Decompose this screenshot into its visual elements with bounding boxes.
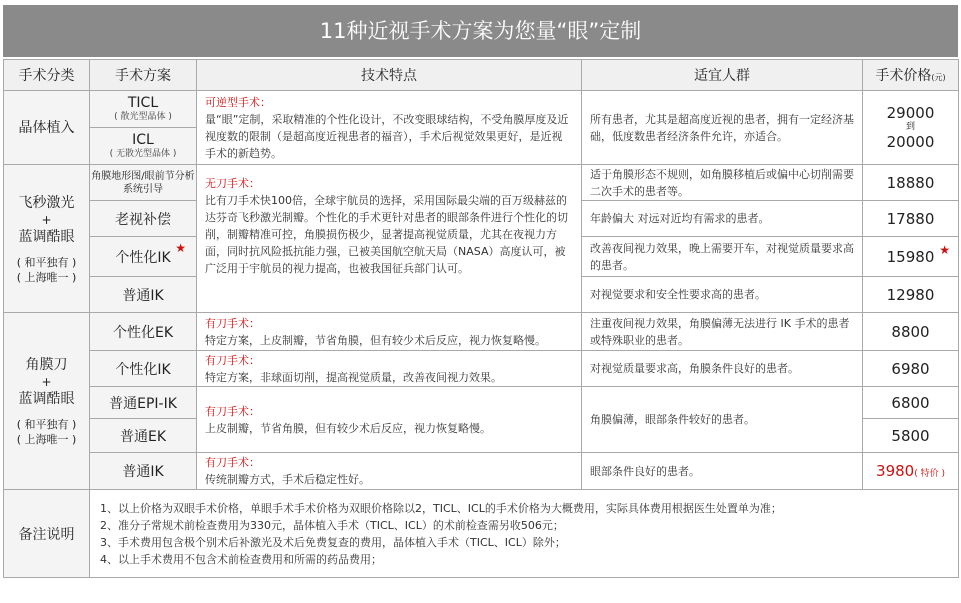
note-item: 2、准分子常规术前检查费用为330元，晶体植入手术（TICL、ICL）的术前检查需另收506元；	[100, 518, 564, 532]
red-star-icon: ★	[175, 241, 186, 255]
category-note1: ( 和平独有 )	[16, 418, 77, 431]
table-row	[4, 453, 959, 490]
header-category: 手术分类	[4, 60, 90, 91]
plan-epi-ik: 普通EPI-IK	[90, 387, 197, 419]
tech-cell	[197, 91, 582, 165]
tech-title: 有刀手术：	[205, 316, 260, 330]
category-microkeratome	[4, 313, 90, 490]
tech-title: 有刀手术：	[205, 404, 260, 418]
header-plan: 手术方案	[90, 60, 197, 91]
price-to: 20000	[886, 133, 935, 151]
header-price-label: 手术价格	[875, 68, 932, 84]
category-line2: 蓝调酷眼	[18, 228, 75, 245]
plan-sub: ( 无散光型晶体 )	[109, 148, 177, 159]
plan-icl	[90, 128, 197, 165]
tech-title: 有刀手术：	[205, 456, 260, 469]
note-item: 1、以上价格为双眼手术价格，单眼手术手术价格为双眼价格除以2，TICL、ICL的手术价格为大概费用，实际具体费用根据医生处置单为准；	[100, 501, 782, 515]
category-line1: 角膜刀	[25, 357, 68, 373]
tech-body: 特定方案，上皮制瓣，节省角膜，但有较少术后反应，视力恢复略慢。	[205, 333, 546, 347]
price-from: 29000	[886, 104, 935, 122]
table-row	[4, 351, 959, 387]
price-cell	[863, 91, 959, 165]
fit-cell: 改善夜间视力效果，晚上需要开车，对视觉质量要求高的患者。	[582, 237, 863, 277]
price-special: 3980	[876, 462, 915, 480]
fit-cell: 对视觉质量要求高，角膜条件良好的患者。	[582, 351, 863, 387]
table-row	[4, 313, 959, 351]
price-value: 15980	[886, 247, 935, 266]
page-title: 11种近视手术方案为您量“眼”定制	[3, 5, 958, 57]
fit-cell: 对视觉要求和安全性要求高的患者。	[582, 277, 863, 313]
tech-cell	[197, 387, 582, 453]
plan-custom-ik	[90, 237, 197, 277]
table-row	[4, 91, 959, 128]
red-star-icon: ★	[939, 243, 950, 257]
tech-body: 特定方案，非球面切削，提高视觉质量，改善夜间视力效果。	[205, 370, 502, 384]
plan-standard-ek: 普通EK	[90, 419, 197, 453]
tech-body: 比有刀手术快100倍，全球宇航员的选择，采用国际最尖端的百万级赫兹的达芬奇飞秒激光制瓣。个性化的手术更针对患者的眼部条件进行个性化的切削，制瓣精准可控，角膜损伤极少，显著提高视觉质量，尤其在夜视力方面，同时抗风险抵抗能力强，已被美国航空航天局（NASA）高度认可，被广泛用于宇航员的视力提高，也被我国征兵部门认可。	[205, 194, 568, 275]
tech-cell	[197, 165, 582, 313]
tech-body: 上皮制瓣，节省角膜，但有较少术后反应，视力恢复略慢。	[205, 421, 491, 435]
plan-sub: ( 散光型晶体 )	[114, 111, 172, 122]
note-item: 4、以上手术费用不包含术前检查费用和所需的药品费用；	[100, 552, 382, 566]
category-note1: ( 和平独有 )	[16, 255, 77, 269]
header-row	[4, 60, 959, 91]
tech-title: 无刀手术：	[205, 177, 260, 190]
category-femto	[4, 165, 90, 313]
fit-cell: 所有患者，尤其是超高度近视的患者，拥有一定经济基础，低度数患者经济条件允许，亦适合。	[582, 91, 863, 165]
header-tech: 技术特点	[197, 60, 582, 91]
notes-cell	[90, 490, 959, 578]
category-line2: 蓝调酷眼	[18, 391, 75, 407]
price-cell	[863, 237, 959, 277]
plan-custom-ik-blade: 个性化IK	[90, 351, 197, 387]
plan-presbyopia: 老视补偿	[90, 201, 197, 237]
category-note2: ( 上海唯一 )	[16, 433, 77, 446]
tech-title: 可逆型手术：	[205, 95, 271, 109]
price-cell: 5800	[863, 419, 959, 453]
category-note2: ( 上海唯一 )	[16, 270, 77, 284]
price-cell: 18880	[863, 165, 959, 201]
header-price-unit: (元)	[931, 73, 946, 82]
tech-cell	[197, 313, 582, 351]
fit-cell: 角膜偏薄，眼部条件较好的患者。	[582, 387, 863, 453]
plan-name: 个性化IK	[115, 249, 171, 266]
plan-ticl	[90, 91, 197, 128]
plan-standard-ik-blade: 普通IK	[90, 453, 197, 490]
header-price	[863, 60, 959, 91]
tech-body: 传统制瓣方式，手术后稳定性好。	[205, 473, 370, 486]
price-cell	[863, 453, 959, 490]
table-row	[4, 387, 959, 419]
fit-cell: 年龄偏大 对远对近均有需求的患者。	[582, 201, 863, 237]
category-plus: +	[41, 212, 52, 227]
price-special-tag: ( 特价 )	[914, 469, 945, 479]
tech-body: 量“眼”定制，采取精准的个性化设计，不改变眼球结构，不受角膜厚度及近视度数的限制（是超高度近视患者的福音），手术后视觉效果更好，是近视手术的新趋势。	[205, 112, 569, 160]
note-item: 3、手术费用包含极个别术后补激光及术后免费复查的费用，晶体植入手术（TICL、ICL）除外；	[100, 535, 566, 549]
header-fit: 适宜人群	[582, 60, 863, 91]
fit-cell: 注重夜间视力效果，角膜偏薄无法进行 IK 手术的患者或特殊职业的患者。	[582, 313, 863, 351]
tech-title: 有刀手术：	[205, 353, 260, 367]
tech-cell	[197, 453, 582, 490]
price-cell: 6980	[863, 351, 959, 387]
plan-name: TICL	[127, 94, 159, 111]
price-to-label: 到	[905, 122, 915, 132]
category-plus: +	[41, 375, 52, 389]
price-cell: 17880	[863, 201, 959, 237]
price-cell: 6800	[863, 387, 959, 419]
notes-label: 备注说明	[4, 490, 90, 578]
plan-topo-guided: 角膜地形图/眼前节分析系统引导	[90, 165, 197, 201]
table-row	[4, 165, 959, 201]
surgery-price-table	[3, 59, 959, 578]
tech-cell	[197, 351, 582, 387]
plan-name: ICL	[132, 131, 154, 148]
notes-row	[4, 490, 959, 578]
plan-custom-ek: 个性化EK	[90, 313, 197, 351]
fit-cell: 眼部条件良好的患者。	[582, 453, 863, 490]
fit-cell: 适于角膜形态不规则，如角膜移植后或偏中心切削需要二次手术的患者等。	[582, 165, 863, 201]
plan-standard-ik: 普通IK	[90, 277, 197, 313]
price-cell: 12980	[863, 277, 959, 313]
price-cell: 8800	[863, 313, 959, 351]
category-lens-implant: 晶体植入	[4, 91, 90, 165]
category-line1: 飞秒激光	[18, 194, 75, 211]
